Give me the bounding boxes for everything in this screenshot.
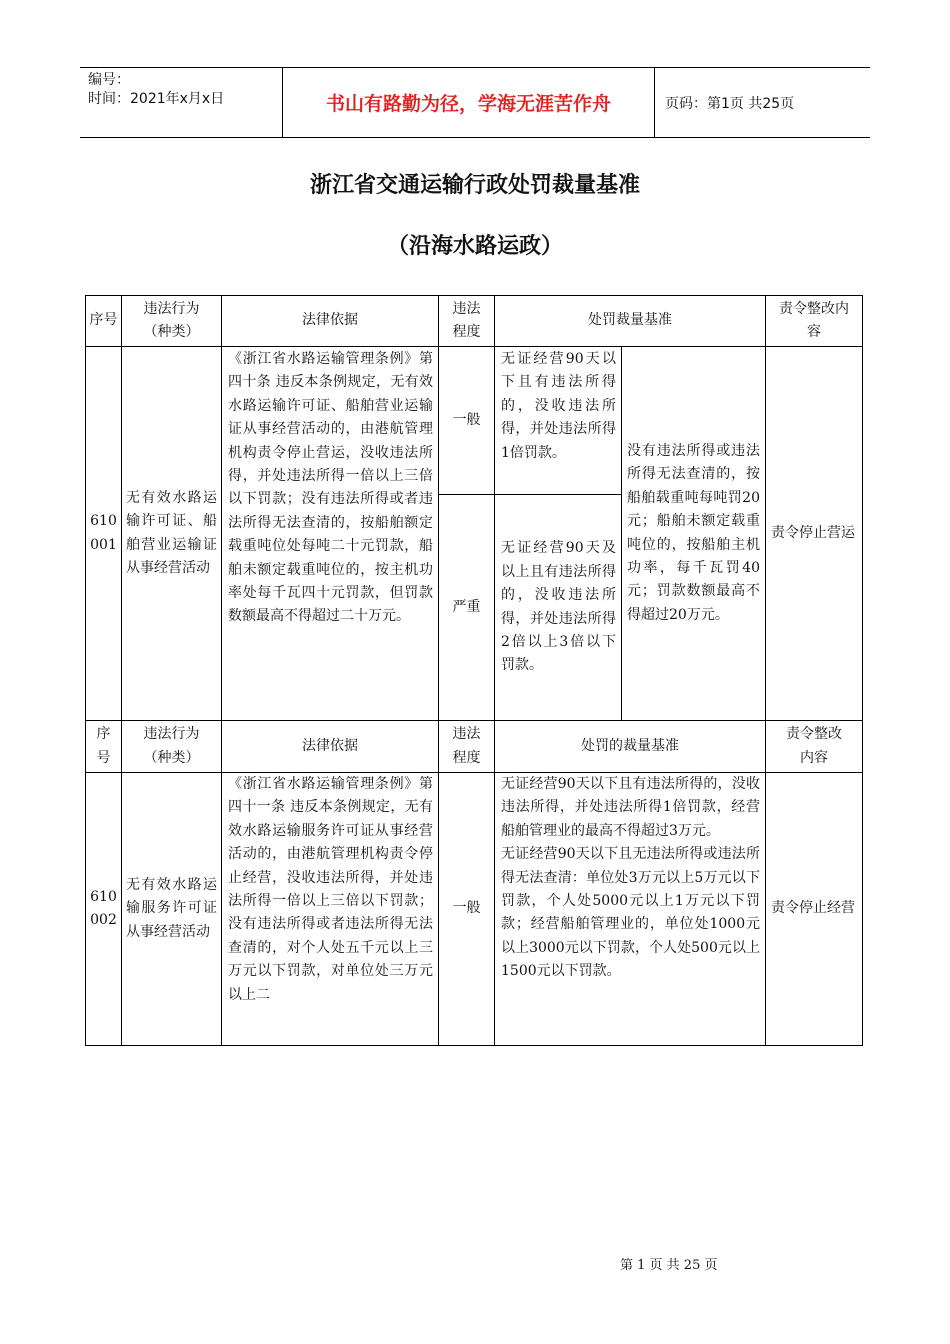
table1-header-seq: 序号 [89,312,118,329]
table1-row-rectify: 责令停止营运 [771,524,855,541]
table2-row-seq: 610002 [90,888,117,928]
document-time: 时间：2021年x月x日 [88,91,225,107]
table1-row-seq: 610001 [90,513,117,553]
table1-header-standard: 处罚裁量基准 [588,312,672,329]
document-number-label: 编号： [88,72,130,88]
table2-header-rectify: 责令整改内容 [786,726,842,766]
header-meta [80,68,282,137]
table2-header-behavior: 违法行为（种类） [143,726,200,766]
page-header [80,67,870,138]
table1-row-standard-no-income: 没有违法所得或违法所得无法查清的，按船舶载重吨每吨罚20元；船舶未额定载重吨位的，按船舶主机功率，每千瓦罚40元；罚款数额最高不得超过20万元。 [627,442,760,623]
table1-row-legal: 《浙江省水路运输管理条例》第四十条 违反本条例规定，无有效水路运输许可证、船舶营业运输证从事经营活动的，由港航管理机构责令停止营运，没收违法所得，并处违法所得一倍以上三倍以下罚款；没有违法所得或者违法所得无法查清的，按船舶额定载重吨位处每吨二十元罚款，船舶未额定载重吨位的，按主机功率处每千瓦四十元罚款，但罚款数额最高不得超过二十万元。 [228,351,433,625]
table2-row-degree: 一般 [452,900,481,917]
table1-row-degree-serious: 严重 [452,598,481,615]
table2-row-standard-2: 无证经营90天以下且无违法所得或违法所得无法查清：单位处3万元以上5万元以下罚款，个人处5000元以上1万元以下罚款；经营船舶管理业的，单位处1000元以上3000元以下罚款，个人处500元以上1500元以下罚款。 [501,846,760,980]
table1-header-legal: 法律依据 [302,312,358,329]
table1-row-behavior: 无有效水路运输许可证、船舶营业运输证从事经营活动 [126,489,217,576]
table1-row-standard-general: 无证经营90天以下且有违法所得的，没收违法所得，并处违法所得1倍罚款。 [501,351,616,461]
table2-header-standard: 处罚的裁量基准 [581,737,679,754]
table1-header-degree: 违法程度 [452,300,481,340]
page-footer: 第 1 页 共 25 页 [620,1258,718,1273]
table2-header-degree: 违法程度 [452,726,481,766]
header-motto: 书山有路勤为径，学海无涯苦作舟 [282,68,655,137]
table2-row-standard-1: 无证经营90天以下且有违法所得的，没收违法所得，并处违法所得1倍罚款，经营船舶管理业的最高不得超过3万元。 [501,776,760,839]
table1-row-degree-general: 一般 [452,411,481,428]
table1-header-rectify: 责令整改内容 [779,300,849,340]
table1-row-standard-serious: 无证经营90天及以上且有违法所得的，没收违法所得，并处违法所得2倍以上3倍以下罚款。 [501,540,616,674]
table1-header-behavior: 违法行为（种类） [143,300,200,340]
table2-header-seq: 序号 [96,726,111,766]
document-title: 浙江省交通运输行政处罚裁量基准 [309,172,640,198]
document-subtitle: （沿海水路运政） [386,233,563,259]
table2-row-standard [495,773,765,1045]
table2-row-behavior: 无有效水路运输服务许可证从事经营活动 [126,876,217,940]
header-page-info: 页码：第1页 共25页 [665,95,795,112]
table2-header-legal: 法律依据 [302,737,358,754]
table2-row-legal: 《浙江省水路运输管理条例》第四十一条 违反本条例规定，无有效水路运输服务许可证从事经营活动的，由港航管理机构责令停止经营，没收违法所得，并处违法所得一倍以上三倍以下罚款；没有违法所得或者违法所得无法查清的，对个人处五千元以上三万元以下罚款，对单位处三万元以上二 [228,776,433,1003]
table2-row-rectify: 责令停止经营 [771,900,855,917]
